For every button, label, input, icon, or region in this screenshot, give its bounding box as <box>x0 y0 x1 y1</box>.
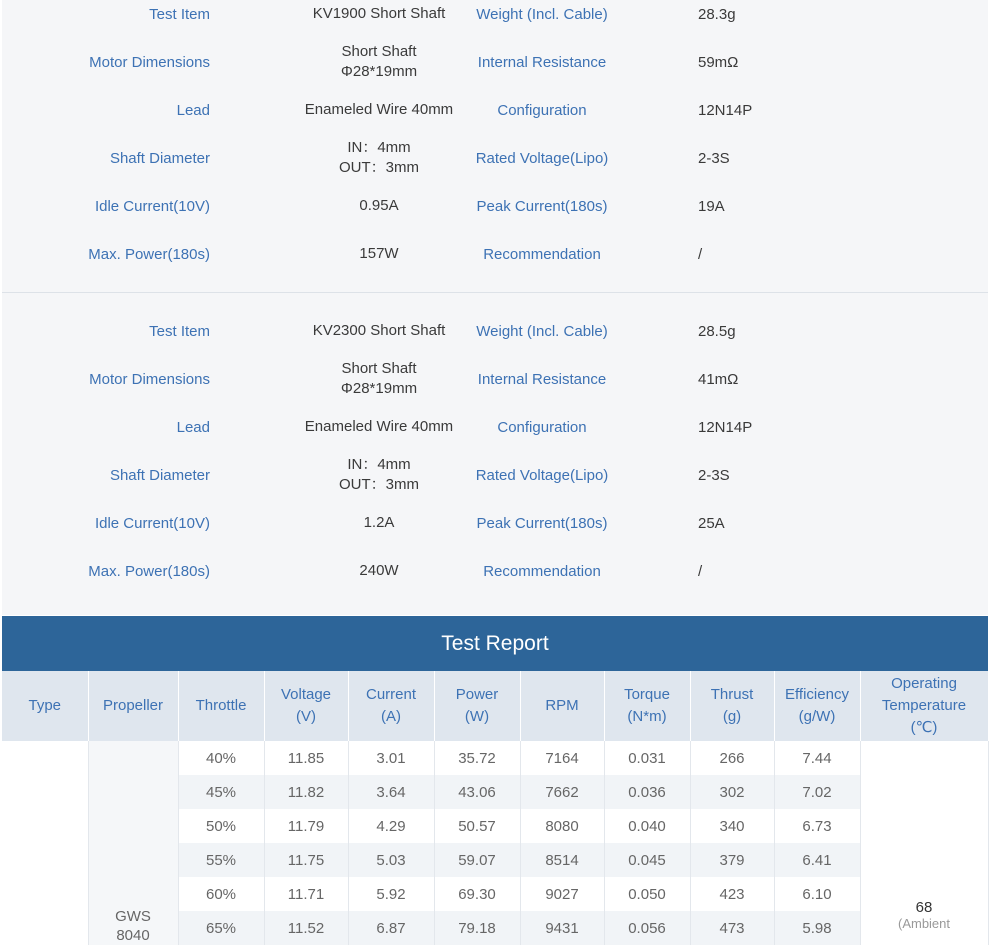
data-cell: 4.29 <box>348 809 434 843</box>
column-header-line: (W) <box>464 708 490 725</box>
spec-label: Internal Resistance <box>477 370 607 388</box>
spec-value: 2-3S <box>698 466 730 484</box>
spec-row <box>2 186 988 226</box>
data-cell: 40% <box>178 741 264 775</box>
data-cell: 3.01 <box>348 741 434 775</box>
spec-row <box>2 311 988 351</box>
data-cell: 6.87 <box>348 911 434 945</box>
spec-label: Peak Current(180s) <box>476 514 608 532</box>
column-header <box>348 671 434 741</box>
data-cell: 6.41 <box>774 843 860 877</box>
spec-label: Internal Resistance <box>477 53 607 71</box>
data-cell: 50% <box>178 809 264 843</box>
spec-value-line: 0.95A <box>359 197 399 214</box>
spec-label: Peak Current(180s) <box>476 197 608 215</box>
type-cell <box>2 741 88 945</box>
data-cell: 9027 <box>520 877 604 911</box>
data-cell: 5.03 <box>348 843 434 877</box>
spec-value: 19A <box>698 197 725 215</box>
spec-value: 59mΩ <box>698 53 739 71</box>
spec-label: Shaft Diameter <box>109 149 210 167</box>
data-cell: 69.30 <box>434 877 520 911</box>
column-header-line: (℃) <box>910 719 938 736</box>
test-report-title: Test Report <box>2 616 988 671</box>
spec-label: Max. Power(180s) <box>88 562 210 580</box>
spec-value: / <box>698 245 703 263</box>
column-header-line: (V) <box>296 708 316 725</box>
data-cell: 5.98 <box>774 911 860 945</box>
spec-row <box>2 0 988 34</box>
column-header-line: Efficiency <box>785 686 849 703</box>
spec-label: Configuration <box>497 418 587 436</box>
data-cell: 7.02 <box>774 775 860 809</box>
spec-value: 41mΩ <box>698 370 739 388</box>
data-cell: 60% <box>178 877 264 911</box>
data-cell: 0.036 <box>604 775 690 809</box>
propeller-cell <box>88 741 178 945</box>
propeller-line: GWS <box>115 908 151 925</box>
data-cell: 0.056 <box>604 911 690 945</box>
data-cell: 423 <box>690 877 774 911</box>
data-cell: 8080 <box>520 809 604 843</box>
data-cell: 6.73 <box>774 809 860 843</box>
column-header-line: (g) <box>722 708 742 725</box>
spec-value-line: OUT：3mm <box>339 159 419 176</box>
column-header-line: Power <box>455 686 499 703</box>
spec-value-line: 240W <box>359 562 399 579</box>
column-header-line: (N*m) <box>627 708 667 725</box>
spec-label: Rated Voltage(Lipo) <box>475 149 609 167</box>
column-header-line: Propeller <box>102 697 164 714</box>
data-cell: 9431 <box>520 911 604 945</box>
column-header <box>88 671 178 741</box>
propeller-line: 8040 <box>116 927 150 944</box>
spec-value: 28.3g <box>698 5 736 23</box>
spec-label: Test Item <box>149 322 210 340</box>
spec-value: 28.5g <box>698 322 736 340</box>
data-cell: 79.18 <box>434 911 520 945</box>
temperature-note: (Ambient <box>897 916 951 931</box>
spec-row <box>2 42 988 82</box>
data-cell: 45% <box>178 775 264 809</box>
temperature-value: 68 <box>915 899 933 916</box>
spec-value-line: Φ28*19mm <box>340 63 418 80</box>
spec-row <box>2 359 988 399</box>
spec-row <box>2 455 988 495</box>
spec-value-line: Enameled Wire 40mm <box>304 101 454 118</box>
data-cell: 11.75 <box>264 843 348 877</box>
data-cell: 59.07 <box>434 843 520 877</box>
spec-label: Lead <box>176 101 210 119</box>
data-cell: 302 <box>690 775 774 809</box>
column-header-line: (A) <box>381 708 401 725</box>
test-report-table <box>2 671 989 945</box>
spec-value-line: Short Shaft <box>341 360 417 377</box>
spec-label: Idle Current(10V) <box>94 197 210 215</box>
spec-label: Weight (Incl. Cable) <box>476 322 608 340</box>
data-cell: 0.040 <box>604 809 690 843</box>
spec-value: 12N14P <box>698 418 753 436</box>
spec-label: Motor Dimensions <box>89 370 210 388</box>
spec-value-line: OUT：3mm <box>339 476 419 493</box>
spec-row <box>2 234 988 274</box>
data-cell: 266 <box>690 741 774 775</box>
spec-label: Configuration <box>497 101 587 119</box>
data-cell: 7.44 <box>774 741 860 775</box>
spec-row <box>2 90 988 130</box>
spec-label: Idle Current(10V) <box>94 514 210 532</box>
column-header-line: Temperature <box>881 697 967 714</box>
spec-value-line: 1.2A <box>363 514 395 531</box>
column-header <box>2 671 88 741</box>
data-cell: 11.71 <box>264 877 348 911</box>
spec-label: Rated Voltage(Lipo) <box>475 466 609 484</box>
data-cell: 11.52 <box>264 911 348 945</box>
column-header <box>178 671 264 741</box>
data-cell: 11.85 <box>264 741 348 775</box>
spec-value-line: IN：4mm <box>347 139 411 156</box>
spec-value-line: KV1900 Short Shaft <box>312 5 446 22</box>
data-cell: 5.92 <box>348 877 434 911</box>
spec-label: Lead <box>176 418 210 436</box>
column-header-line: Type <box>28 697 62 714</box>
data-cell: 11.82 <box>264 775 348 809</box>
spec-row <box>2 407 988 447</box>
spec-section-kv2300 <box>2 293 988 615</box>
column-header <box>774 671 860 741</box>
spec-value-line: Short Shaft <box>341 43 417 60</box>
data-cell: 55% <box>178 843 264 877</box>
table-row <box>2 741 988 775</box>
data-cell: 65% <box>178 911 264 945</box>
spec-value-line: Enameled Wire 40mm <box>304 418 454 435</box>
data-cell: 8514 <box>520 843 604 877</box>
spec-row <box>2 503 988 543</box>
data-cell: 6.10 <box>774 877 860 911</box>
data-cell: 7164 <box>520 741 604 775</box>
column-header-line: (g/W) <box>798 708 836 725</box>
column-header-line: Voltage <box>280 686 332 703</box>
spec-label: Motor Dimensions <box>89 53 210 71</box>
column-header-line: Thrust <box>710 686 754 703</box>
spec-value: 2-3S <box>698 149 730 167</box>
spec-label: Max. Power(180s) <box>88 245 210 263</box>
column-header <box>604 671 690 741</box>
data-cell: 35.72 <box>434 741 520 775</box>
column-header <box>690 671 774 741</box>
data-cell: 379 <box>690 843 774 877</box>
spec-label: Weight (Incl. Cable) <box>476 5 608 23</box>
column-header-line: RPM <box>545 697 579 714</box>
spec-value: 25A <box>698 514 725 532</box>
data-cell: 0.045 <box>604 843 690 877</box>
column-header <box>434 671 520 741</box>
data-cell: 0.031 <box>604 741 690 775</box>
column-header-line: Throttle <box>195 697 247 714</box>
data-cell: 11.79 <box>264 809 348 843</box>
data-cell: 43.06 <box>434 775 520 809</box>
column-header <box>520 671 604 741</box>
data-cell: 0.050 <box>604 877 690 911</box>
spec-value-line: KV2300 Short Shaft <box>312 322 446 339</box>
column-header-line: Operating <box>891 675 957 692</box>
data-cell: 7662 <box>520 775 604 809</box>
spec-row <box>2 138 988 178</box>
spec-label: Test Item <box>149 5 210 23</box>
spec-value: 12N14P <box>698 101 753 119</box>
spec-label: Shaft Diameter <box>109 466 210 484</box>
temperature-cell <box>860 741 988 945</box>
column-header <box>264 671 348 741</box>
spec-value: / <box>698 562 703 580</box>
column-header-line: Current <box>365 686 417 703</box>
spec-value-line: Φ28*19mm <box>340 380 418 397</box>
spec-row <box>2 551 988 591</box>
spec-label: Recommendation <box>483 562 601 580</box>
column-header-line: Torque <box>624 686 670 703</box>
spec-section-kv1900 <box>2 0 988 292</box>
spec-value-line: 157W <box>359 245 399 262</box>
table-header-row <box>2 671 988 741</box>
data-cell: 473 <box>690 911 774 945</box>
data-cell: 50.57 <box>434 809 520 843</box>
spec-label: Recommendation <box>483 245 601 263</box>
data-cell: 340 <box>690 809 774 843</box>
data-cell: 3.64 <box>348 775 434 809</box>
spec-value-line: IN：4mm <box>347 456 411 473</box>
column-header <box>860 671 988 741</box>
